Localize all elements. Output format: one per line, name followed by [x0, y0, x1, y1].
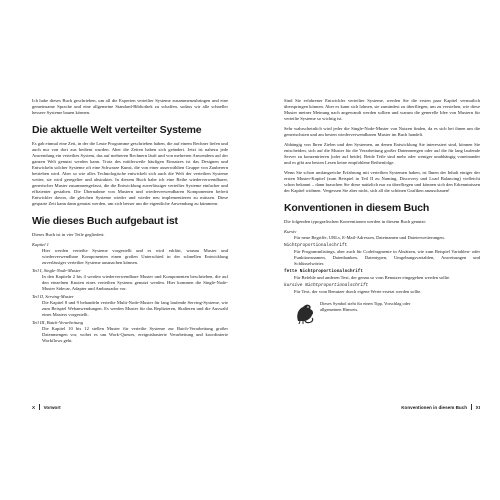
intro-paragraph: Ich habe dieses Buch geschrieben, um all die Experten verteilter Systeme zusammenzubringen und eine gemeinsame Sprache und eine allgemeine Standard-Bibliothek zu schaffen, sodass wir alle schneller bessere Systeme bauen können. [32, 98, 228, 115]
paragraph: Sind Sie erfahrener Entwickler verteilter Systeme, werden Sie die ersten paar Kapitel vermutlich überspringen können. Aber es kann sich lohnen, sie zumindest zu überfliegen, um zu verstehen, wie diese Muster meiner Meinung nach angewandt werden sollten und warum die generelle Idee von Mustern für verteilte Systeme so wichtig ist. [284, 98, 480, 121]
running-footer-label: Konventionen in diesem Buch [401, 404, 468, 410]
convention-desc: Für neue Begriffe, URLs, E-Mail-Adressen, Dateinamen und Dateierweiterungen. [294, 235, 445, 240]
section-heading-conventions: Konventionen in diesem Buch [284, 202, 430, 214]
list-item-desc: In den Kapiteln 2 bis 4 werden wiederverwendbare Muster und Komponenten beschrieben, die auf den einzelnen Knoten eines verteilten Systems genutzt werden. Hier kommen die Single-Node-Muster Sidecar, Adapter und Ambassador vor. [42, 274, 228, 291]
section-heading-current-world: Die aktuelle Welt verteilter Systeme [32, 124, 202, 136]
list-item-desc: Die Kapitel 8 und 9 behandeln verteilte Multi-Node-Muster für lang laufende Serving-Systeme, wie zum Beispiel Webanwendungen. Es werden Muster für das Replizieren, Skalieren und die Auswahl eines Masters vorgestellt. [42, 300, 228, 317]
convention-title: Nichtproportionalschrift [284, 243, 348, 248]
page-number: XI [475, 404, 480, 410]
list-item-title: Teil III, Batch-Verarbeitung [32, 320, 83, 325]
parts-list [32, 242, 228, 344]
list-item-title: Kapitel 1 [32, 242, 49, 247]
convention-desc: Für Befehle und anderen Text, der genau so vom Benutzer eingegeben werden sollte. [294, 275, 451, 280]
page-number: X [32, 404, 36, 410]
animal-tip-icon [294, 301, 316, 330]
right-page [250, 0, 500, 500]
section-heading-structure: Wie dieses Buch aufgebaut ist [32, 215, 178, 227]
tip-box [294, 301, 480, 330]
paragraph: Sehr wahrscheinlich wird jeder die Single-Node-Muster von Nutzen finden, da es sich bei ihnen um die generischsten und am besten wiederverwendbaren Muster im Buch handelt. [284, 126, 480, 137]
paragraph: Wenn Sie schon umfangreiche Erfahrung mit verteilten Systemen haben, ist Ihnen der Inhalt einiger der ersten Muster-Kapitel (zum Beispiel in Teil II zu Naming, Discovery und Load Balancing) vielleicht schon bekannt – dann brauchen Sie diese natürlich nur zu überfliegen und können sich den Erkenntnissen der Kapitel widmen. Vergessen Sie aber nicht, sich all die schönen Grafiken anzuschauen! [284, 170, 480, 193]
paragraph: Es gab einmal eine Zeit, in der die Leute Programme geschrieben haben, die auf einem Rechner liefen und auch nur von dort aus bedient wurden. Aber die Zeiten haben sich geändert. Jetzt ist nahezu jede Anwendung ein verteiltes System, das auf mehreren Rechnern läuft und von mehreren Anwendern auf der ganzen Welt genutzt werden kann. Trotz des mittlerweile häufigen Einsatzes ist das Designen und Entwickeln solcher Systeme oft eine Schwarze Kunst, die von einer auserwählten Gruppe von Zauberern betrieben wird. Aber so wie alles Technologische entwickelt sich auch die Welt der verteilten Systeme weiter, sie wird geregelter und abstrakter. In diesem Buch habe ich eine Reihe wiederverwendbarer, generischer Muster zusammengefasst, die die Entwicklung zuverlässiger verteilter Systeme einfacher und effizienter gestalten. Die Übernahme von Mustern und wiederverwendbaren Komponenten befreit Entwickler davon, die gleichen Systeme wieder und wieder neu implementieren zu müssen. Diese gesparte Zeit kann dann genutzt werden, um sich besser um die eigentliche Anwendung zu kümmern. [32, 141, 228, 206]
tip-text: Dieses Symbol steht für einen Tipp, Vorschlag oder allgemeinen Hinweis. [320, 301, 411, 312]
conventions-list [284, 229, 480, 295]
convention-desc: Für Text, der vom Benutzer durch eigene Werte ersetzt werden sollte. [294, 289, 422, 294]
list-item-title: Teil I, Single-Node-Muster [32, 268, 81, 273]
footer-divider [471, 404, 472, 410]
paragraph: Abhängig von Ihren Zielen und den Systemen, an denen Entwicklung Sie interessiert sind, können Sie entscheiden, sich auf die Muster für die Verarbeitung großer Datenmengen oder auf die für lang laufende Server zu konzentrieren (oder auf beide). Beide Teile sind mehr oder weniger unabhängig voneinander und es gibt am besten Lesen keine empfohlene Reihenfolge. [284, 142, 480, 165]
right-page-content [284, 98, 480, 330]
convention-title: fette Nichtproportionalschrift [284, 269, 364, 274]
running-footer-label: Vorwort [43, 404, 61, 410]
list-item-desc: Hier werden verteilte Systeme vorgestellt und es wird erklärt, warum Muster und wiederverwendbare Komponenten einen großen Unterschied in der schnellen Entwicklung zuverlässiger verteilter Systeme ausmachen können. [42, 248, 228, 265]
page-footer [32, 404, 61, 410]
paragraph: Die folgenden typografischen Konventionen werden in diesem Buch genutzt: [284, 219, 427, 224]
list-item-desc: Die Kapitel 10 bis 12 stellen Muster für verteilte Systeme zur Batch-Verarbeitung großer Datenmengen vor, wobei es um Work-Queues, ereignisbasierte Verarbeitung und koordinierte Workflows geht. [42, 326, 228, 343]
convention-title: Kursiv [284, 229, 297, 234]
convention-title: kursive Nichtproportionalschrift [284, 283, 369, 288]
left-page-content [32, 98, 228, 346]
paragraph: Dieses Buch ist in vier Teile gegliedert: [32, 232, 105, 237]
convention-desc: Für Programmlistings, aber auch für Codefragmente in Absätzen, wie zum Beispiel Variablen- oder Funktionsnamen, Datenbanken, Datentypen, Umgebungsvariablen, Anweisungen und Schlüsselwörter. [294, 249, 480, 266]
page-footer [401, 404, 480, 410]
footer-divider [39, 404, 40, 410]
list-item-title: Teil II, Serving-Muster [32, 294, 74, 299]
